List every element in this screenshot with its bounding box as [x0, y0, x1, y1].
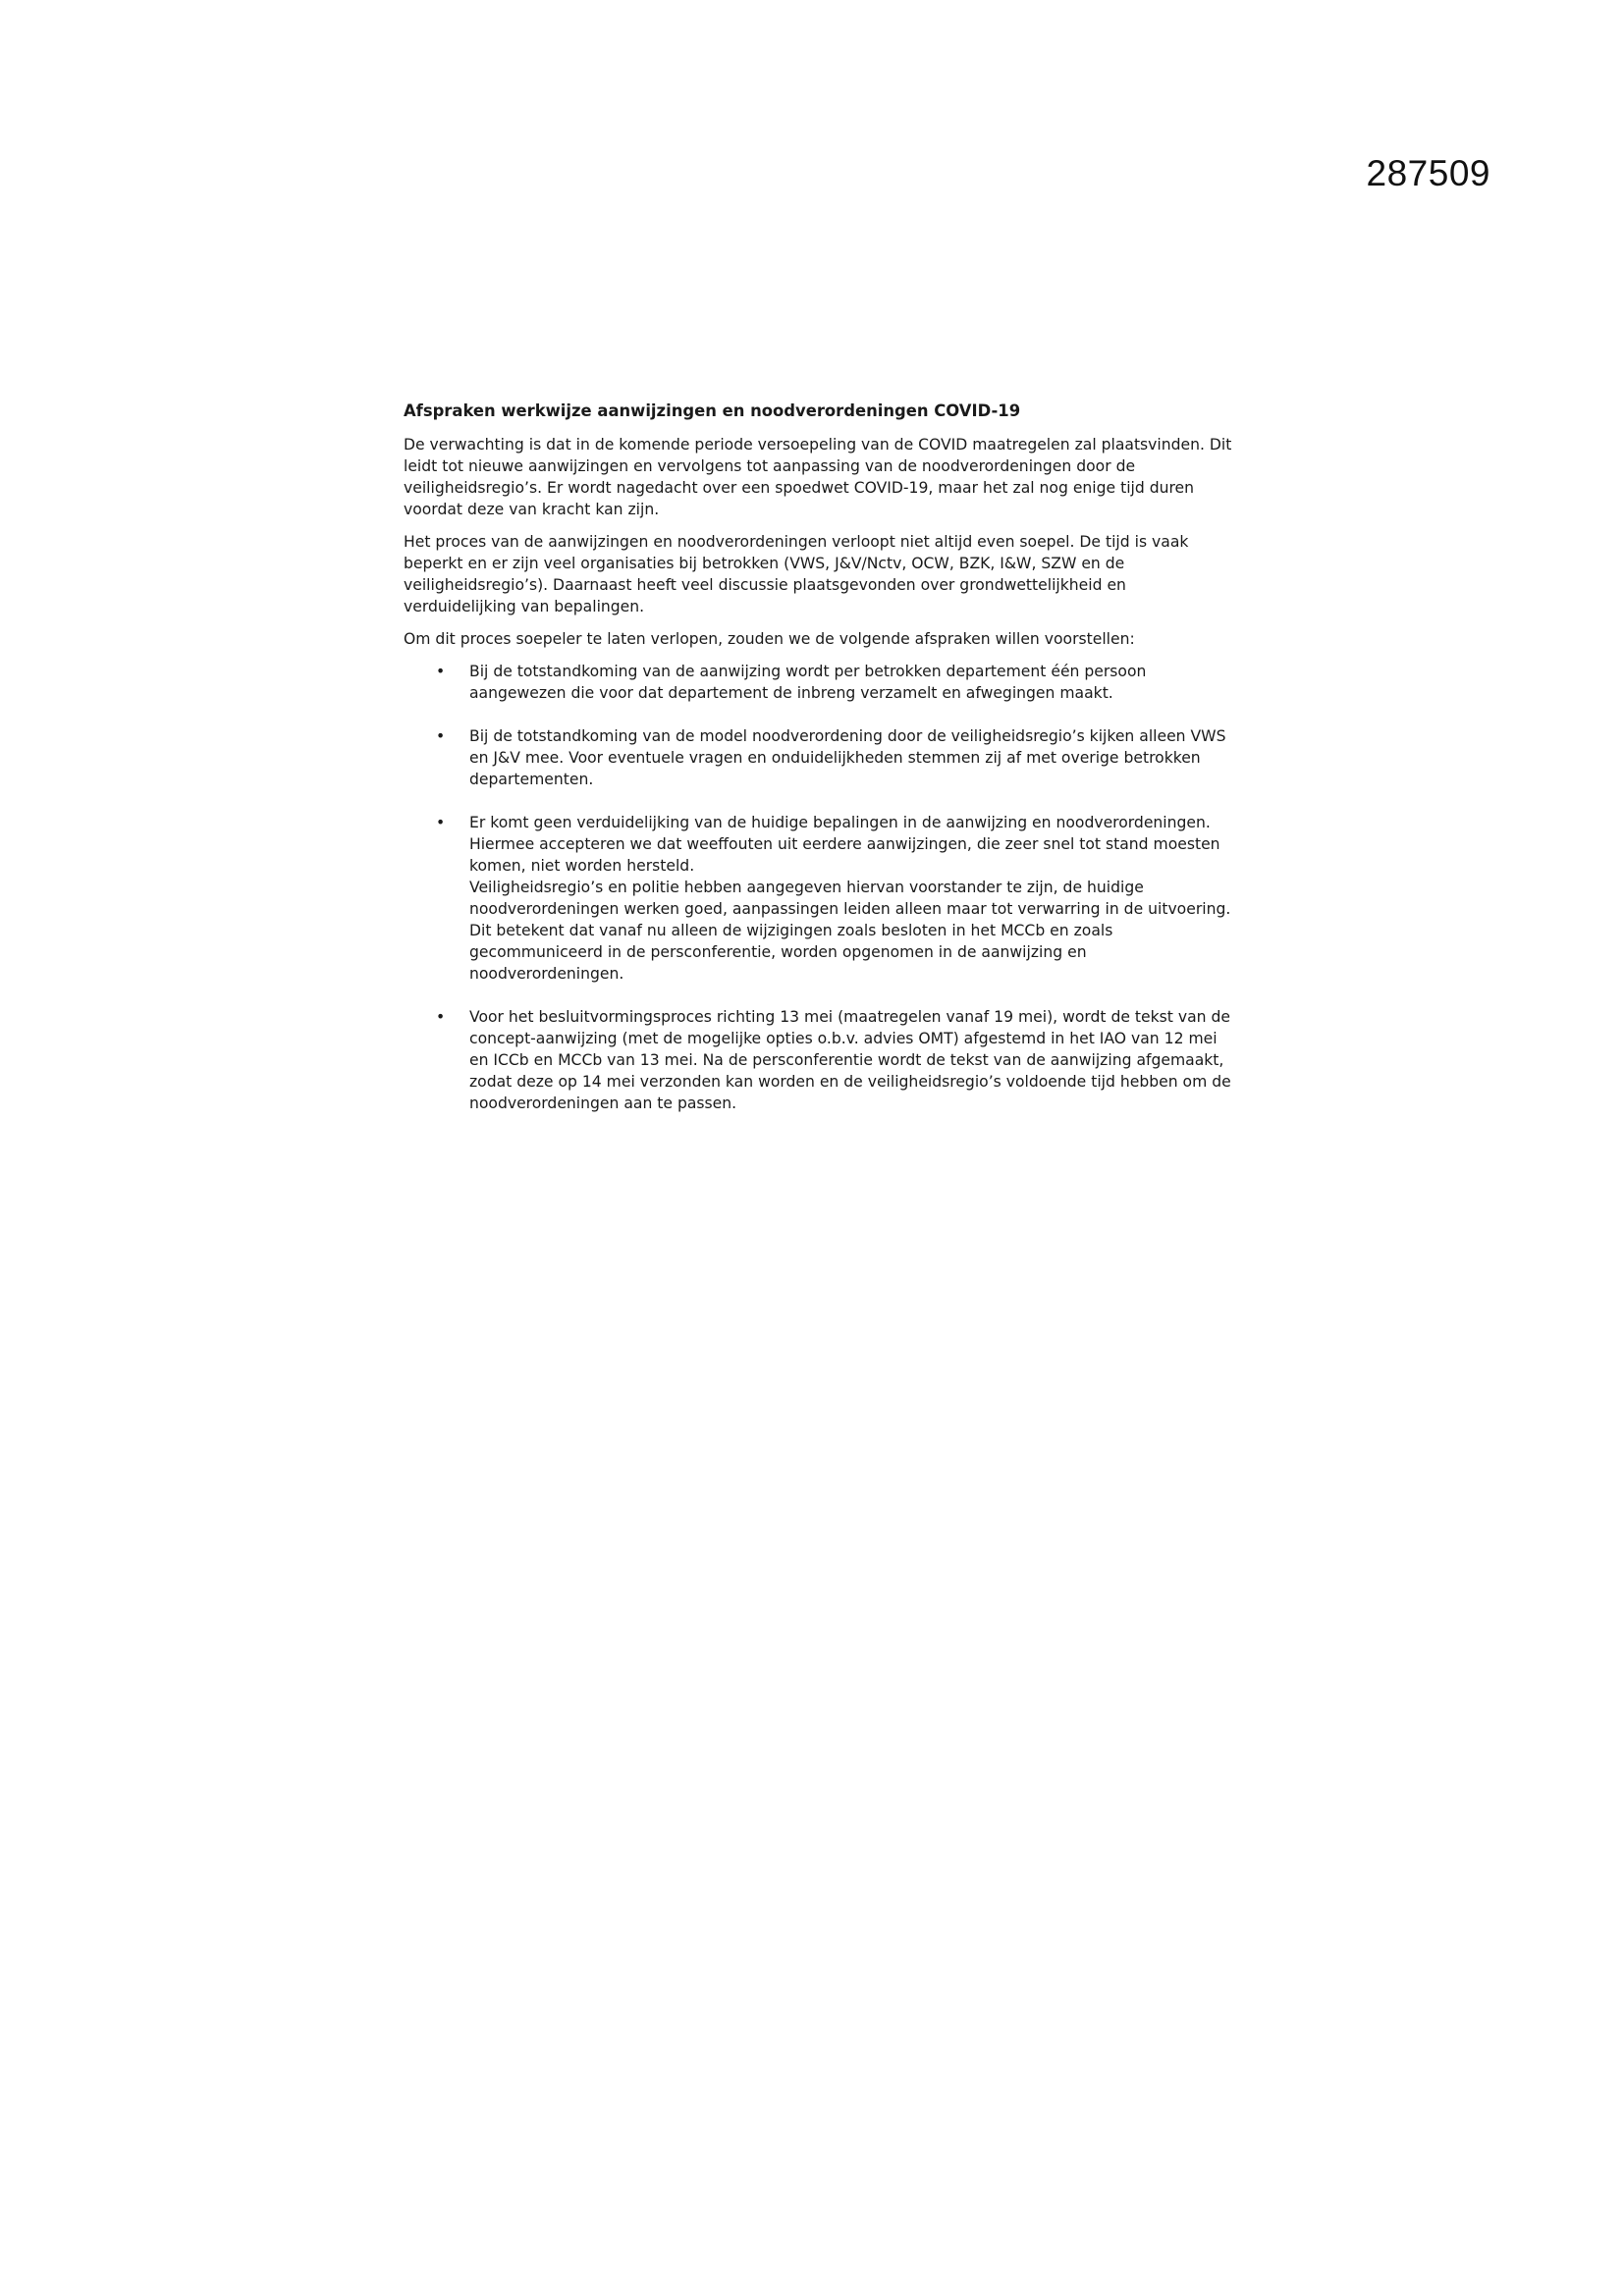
agreement-text: Dit betekent dat vanaf nu alleen de wijzigingen zoals besloten in het MCCb en zoals gecommuniceerd in de persconferentie, worden opgenomen in de aanwijzing en noodverordeningen. [469, 922, 1113, 983]
agreement-text: • Bij de totstandkoming van de aanwijzing wordt per betrokken departement één persoon aangewezen die voor dat departement de inbreng verzamelt en afwegingen maakt. [469, 663, 1147, 702]
proposal-paragraph: Om dit proces soepeler te laten verlopen, zouden we de volgende afspraken willen voorstellen: [404, 630, 1135, 648]
agreement-text: • Bij de totstandkoming van de model noodverordening door de veiligheidsregio’s kijken alleen VWS en J&V mee. Voor eventuele vragen en onduidelijkheden stemmen zij af met overige betrokken departementen. [469, 727, 1226, 788]
agreement-item-2 [404, 725, 1238, 790]
agreement-text: • Er komt geen verduidelijking van de huidige bepalingen in de aanwijzing en noodverordeningen. Hiermee accepteren we dat weeffouten uit eerdere aanwijzingen, die zeer snel tot stand moesten komen, niet worden hersteld. [469, 814, 1220, 875]
agreement-item-4 [404, 1006, 1238, 1114]
document-title: Afspraken werkwijze aanwijzingen en noodverordeningen COVID-19 [404, 401, 1021, 420]
agreement-text: • Voor het besluitvormingsproces richting 13 mei (maatregelen vanaf 19 mei), wordt de tekst van de concept-aanwijzing (met de mogelijke opties o.b.v. advies OMT) afgestemd in het IAO van 12 mei en ICCb en MCCb van 13 mei. Na de persconferentie wordt de tekst van de aanwijzing afgemaakt, zodat deze op 14 mei verzonden kan worden en de veiligheidsregio’s voldoende tijd hebben om de noodverordeningen aan te passen. [469, 1008, 1231, 1112]
process-paragraph: Het proces van de aanwijzingen en noodverordeningen verloopt niet altijd even soepel. De tijd is vaak beperkt en er zijn veel organisaties bij betrokken (VWS, J&V/Nctv, OCW, BZK, I&W, SZW en de veiligheidsregio’s). Daarnaast heeft veel discussie plaatsgevonden over grondwettelijkheid en verduidelijking van bepalingen. [404, 533, 1189, 615]
agreement-item-3 [404, 812, 1238, 985]
agreements-list [404, 661, 1238, 1114]
agreement-text: Veiligheidsregio’s en politie hebben aangegeven hiervan voorstander te zijn, de huidige noodverordeningen werken goed, aanpassingen leiden alleen maar tot verwarring in de uitvoering. [469, 879, 1231, 918]
document-body [404, 400, 1238, 1136]
document-number: 287509 [1366, 153, 1490, 193]
intro-paragraph: De verwachting is dat in de komende periode versoepeling van de COVID maatregelen zal plaatsvinden. Dit leidt tot nieuwe aanwijzingen en vervolgens tot aanpassing van de noodverordeningen door de veiligheidsregio’s. Er wordt nagedacht over een spoedwet COVID-19, maar het zal nog enige tijd duren voordat deze van kracht kan zijn. [404, 436, 1232, 518]
agreement-item-1 [404, 661, 1238, 704]
